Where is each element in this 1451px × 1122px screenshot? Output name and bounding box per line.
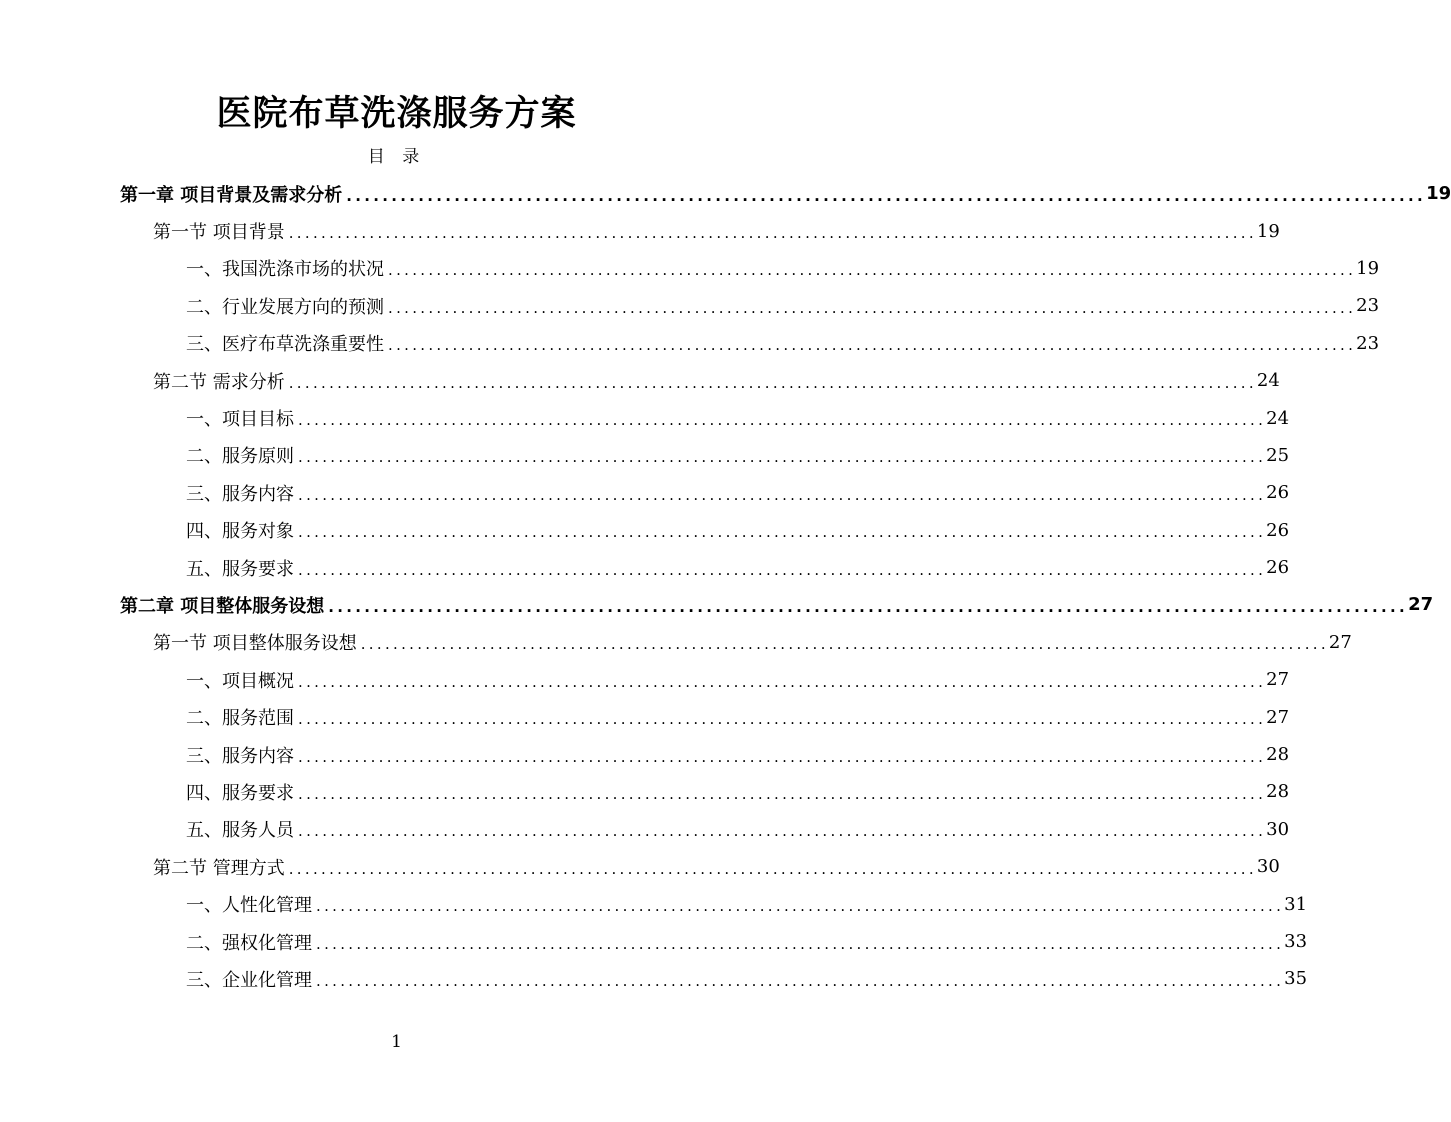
toc-entry-label: 四、服务要求 — [186, 782, 294, 804]
page-number: 1 — [391, 1032, 402, 1052]
toc-entry-chapter[interactable] — [120, 175, 1451, 212]
toc-entry-page: 35 — [1284, 968, 1308, 990]
toc-entry-label: 三、服务内容 — [186, 483, 294, 505]
toc-dot-leader: ........................................................................................................................ — [298, 672, 1267, 691]
toc-entry-page: 19 — [1356, 257, 1380, 279]
toc-entry-label: 一、项目目标 — [186, 409, 294, 431]
toc-entry-item[interactable] — [186, 399, 1290, 436]
toc-entry-section[interactable] — [153, 624, 1352, 661]
toc-entry-label: 二、服务范围 — [186, 708, 294, 730]
toc-dot-leader: ........................................................................................................................ — [298, 710, 1267, 729]
toc-entry-item[interactable] — [186, 960, 1308, 997]
toc-entry-page: 23 — [1356, 332, 1380, 354]
toc-entry-item[interactable] — [186, 512, 1290, 549]
toc-entry-page: 26 — [1266, 519, 1290, 541]
toc-dot-leader: ........................................................................................................................ — [298, 747, 1267, 766]
toc-dot-leader: ........................................................................................................................ — [298, 784, 1267, 803]
toc-entry-label: 二、行业发展方向的预测 — [186, 296, 384, 318]
toc-entry-page: 27 — [1408, 594, 1434, 616]
toc-entry-label: 第二节 需求分析 — [153, 371, 285, 393]
toc-entry-item[interactable] — [186, 736, 1290, 773]
toc-dot-leader: ........................................................................................................................ — [316, 897, 1285, 916]
toc-entry-page: 23 — [1356, 295, 1380, 317]
toc-entry-page: 33 — [1284, 931, 1308, 952]
toc-entry-page: 25 — [1266, 444, 1290, 466]
toc-entry-item[interactable] — [186, 923, 1308, 960]
toc-dot-leader: ........................................................................................................................ — [298, 448, 1267, 467]
toc-entry-page: 27 — [1328, 631, 1352, 653]
toc-entry-item[interactable] — [186, 325, 1380, 362]
toc-dot-leader: ........................................................................................................................ — [298, 523, 1267, 542]
toc-entry-label: 三、医疗布草洗涤重要性 — [186, 334, 384, 356]
toc-entry-item[interactable] — [186, 811, 1290, 848]
toc-entry-page: 30 — [1266, 818, 1290, 840]
toc-entry-page: 27 — [1266, 706, 1290, 728]
toc-dot-leader: ........................................................................................................................ — [298, 822, 1267, 841]
toc-entry-item[interactable] — [186, 549, 1290, 586]
toc-entry-label: 四、服务对象 — [186, 521, 294, 543]
toc-dot-leader: ........................................................................................................................ — [298, 560, 1267, 579]
toc-entry-item[interactable] — [186, 661, 1290, 698]
toc-dot-leader: ........................................................................................................................ — [298, 485, 1267, 504]
toc-dot-leader: ........................................................................................................................ — [298, 411, 1267, 430]
toc-entry-label: 第二节 管理方式 — [153, 857, 285, 879]
toc-entry-page: 19 — [1426, 183, 1451, 205]
toc-entry-chapter[interactable] — [120, 586, 1434, 623]
toc-entry-page: 28 — [1266, 781, 1290, 803]
toc-entry-item[interactable] — [186, 437, 1290, 474]
toc-entry-label: 第一节 项目背景 — [153, 222, 285, 244]
toc-entry-label: 第二章 项目整体服务设想 — [120, 595, 325, 617]
toc-entry-item[interactable] — [186, 773, 1290, 810]
toc-dot-leader: ........................................................................................................................ — [288, 859, 1257, 878]
toc-entry-page: 27 — [1266, 669, 1290, 691]
toc-entry-item[interactable] — [186, 698, 1290, 735]
toc-entry-page: 19 — [1256, 220, 1280, 242]
toc-entry-section[interactable] — [153, 362, 1280, 399]
toc-entry-label: 二、服务原则 — [186, 446, 294, 468]
toc-entry-label: 五、服务人员 — [186, 820, 294, 842]
toc-dot-leader: ........................................................................................................................ — [288, 224, 1257, 243]
toc-entry-item[interactable] — [186, 250, 1380, 287]
toc-entry-item[interactable] — [186, 885, 1308, 922]
toc-entry-label: 一、项目概况 — [186, 670, 294, 692]
toc-dot-leader: ........................................................................................................................ — [288, 373, 1257, 392]
toc-entry-label: 一、人性化管理 — [186, 895, 312, 917]
toc-entry-label: 三、企业化管理 — [186, 969, 312, 991]
toc-dot-leader: ........................................................................................................................ — [328, 597, 1409, 616]
toc-entry-page: 24 — [1266, 407, 1290, 429]
toc-entry-item[interactable] — [186, 287, 1380, 324]
toc-entry-label: 一、我国洗涤市场的状况 — [186, 259, 384, 281]
toc-entry-label: 二、强权化管理 — [186, 932, 312, 954]
toc-dot-leader: ........................................................................................................................ — [388, 336, 1357, 355]
toc-dot-leader: ........................................................................................................................ — [346, 186, 1427, 205]
toc-dot-leader: ........................................................................................................................ — [316, 971, 1285, 990]
toc-dot-leader: ........................................................................................................................ — [316, 934, 1285, 953]
document-title: 医院布草洗涤服务方案 — [216, 94, 577, 134]
toc-entry-page: 28 — [1266, 744, 1290, 766]
toc-entry-label: 三、服务内容 — [186, 745, 294, 767]
toc-entry-section[interactable] — [153, 212, 1280, 249]
table-of-contents — [0, 175, 1451, 998]
toc-entry-page: 24 — [1256, 370, 1280, 392]
toc-entry-page: 31 — [1284, 893, 1308, 915]
toc-entry-page: 26 — [1266, 557, 1290, 579]
toc-entry-label: 五、服务要求 — [186, 558, 294, 580]
toc-entry-item[interactable] — [186, 474, 1290, 511]
toc-dot-leader: ........................................................................................................................ — [388, 298, 1357, 317]
toc-entry-section[interactable] — [153, 848, 1280, 885]
toc-entry-label: 第一节 项目整体服务设想 — [153, 633, 357, 655]
toc-dot-leader: ........................................................................................................................ — [388, 261, 1357, 280]
toc-entry-page: 26 — [1266, 482, 1290, 504]
toc-heading: 目 录 — [367, 147, 426, 167]
toc-entry-label: 第一章 项目背景及需求分析 — [120, 184, 343, 206]
toc-dot-leader: ........................................................................................................................ — [360, 635, 1329, 654]
toc-entry-page: 30 — [1256, 856, 1280, 878]
